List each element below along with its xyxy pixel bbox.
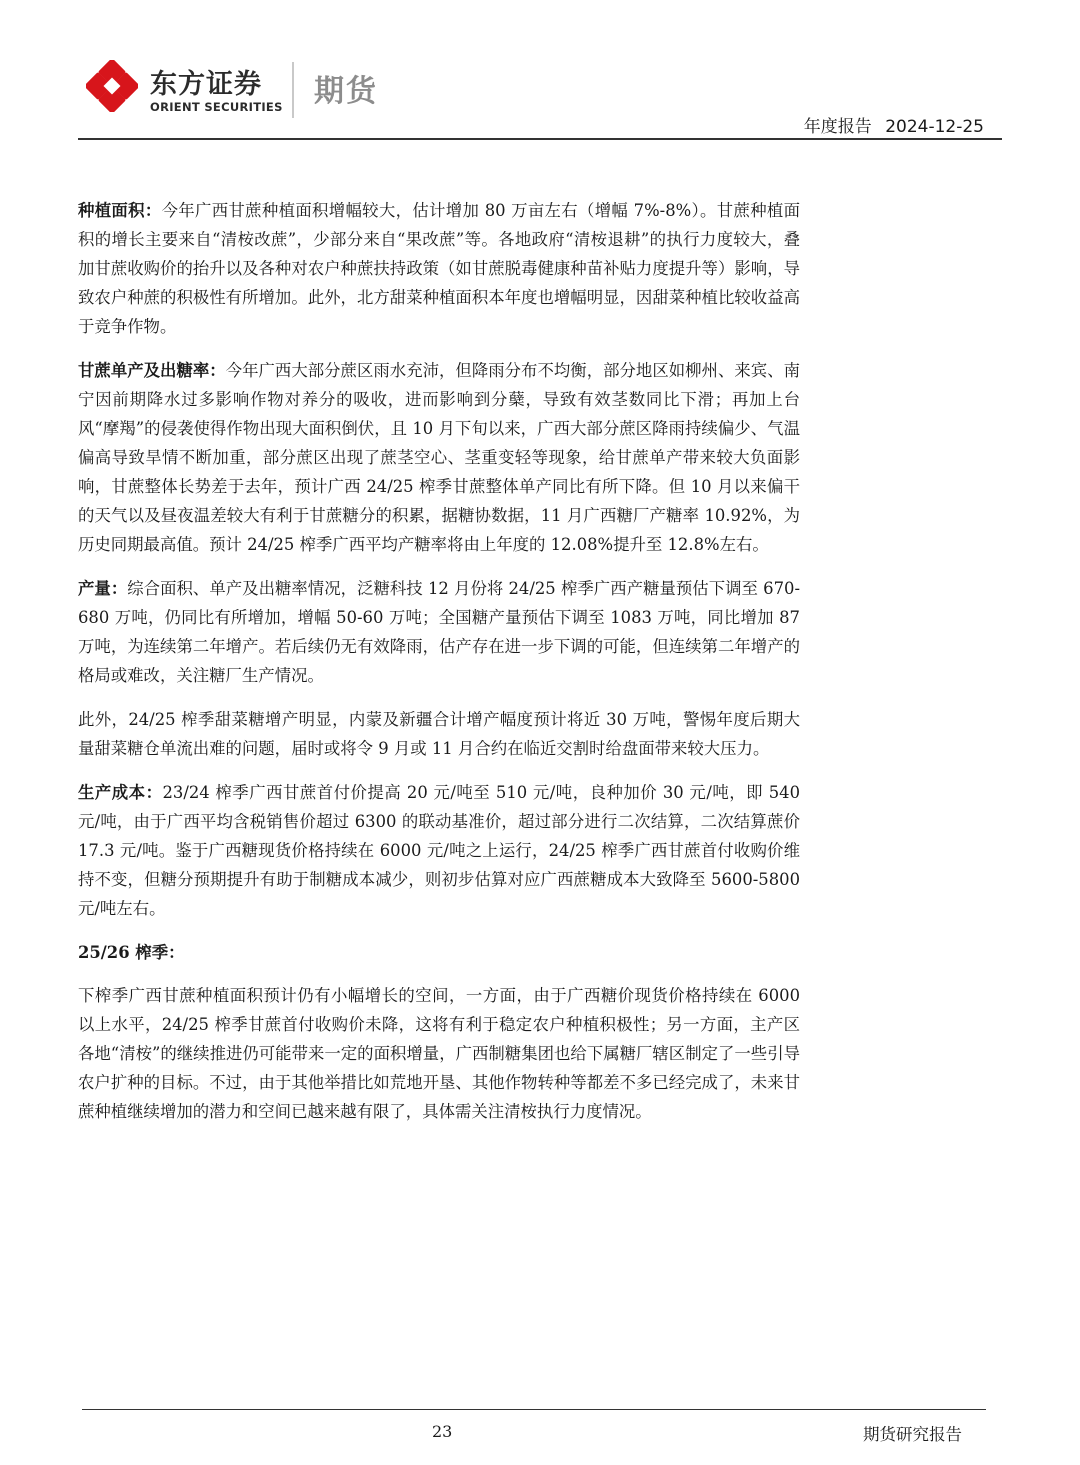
paragraph-text: 此外，24/25 榨季甜菜糖增产明显，内蒙及新疆合计增产幅度预计将近 30 万吨，警惕年度后期大量甜菜糖仓单流出难的问题，届时或将令 9 月或 11 月合约在临近交割时给盘面带来较大压力。 xyxy=(78,710,800,758)
paragraph-beet-sugar xyxy=(78,705,800,763)
page-number: 23 xyxy=(432,1422,453,1441)
header-rule xyxy=(78,138,1002,140)
paragraph-production-cost xyxy=(78,778,800,923)
paragraph-text: 23/24 榨季广西甘蔗首付价提高 20 元/吨至 510 元/吨，良种加价 30 元/吨，即 540 元/吨，由于广西平均含税销售价超过 6300 的联动基准价，超过部分进行二次结算，二次结算蔗价 17.3 元/吨。鉴于广西糖现货价格持续在 6000 元/吨之上运行，24/25 榨季广西甘蔗首付收购价维持不变，但糖分预期提升有助于制糖成本减少，则初步估算对应广西蔗糖成本大致降至 5600-5800 元/吨左右。 xyxy=(78,783,801,918)
main-content xyxy=(78,196,800,1141)
logo-company-name: 东方证券 xyxy=(150,69,262,100)
paragraph-text: 今年广西大部分蔗区雨水充沛，但降雨分布不均衡，部分地区如柳州、来宾、南宁因前期降水过多影响作物对养分的吸收，进而影响到分蘖，导致有效茎数同比下滑；再加上台风“摩羯”的侵袭使得作物出现大面积倒伏，且 10 月下旬以来，广西大部分蔗区降雨持续偏少、气温偏高导致旱情不断加重，部分蔗区出现了蔗茎空心、茎重变轻等现象，给甘蔗单产带来较大负面影响，甘蔗整体长势差于去年，预计广西 24/25 榨季甘蔗整体单产同比有所下降。但 10 月以来偏干的天气以及昼夜温差较大有利于甘蔗糖分的积累，据糖协数据，11 月广西糖厂产糖率 10.92%，为历史同期最高值。预计 24/25 榨季广西平均产糖率将由上年度的 12.08%提升至 12.8%左右。 xyxy=(78,361,800,554)
division-label: 期货 xyxy=(314,74,378,109)
paragraph-lead: 产量： xyxy=(78,579,128,598)
paragraph-lead: 生产成本： xyxy=(78,783,163,802)
logo-divider xyxy=(292,62,294,118)
report-info xyxy=(804,112,984,137)
paragraph-planting-area xyxy=(78,196,800,341)
paragraph-lead: 种植面积： xyxy=(78,201,162,220)
report-type: 年度报告 xyxy=(803,117,872,137)
paragraph-text: 综合面积、单产及出糖率情况，泛糖科技 12 月份将 24/25 榨季广西产糖量预估下调至 670-680 万吨，仍同比有所增加，增幅 50-60 万吨；全国糖产量预估下调至 1083 万吨，同比增加 87 万吨，为连续第二年增产。若后续仍无有效降雨，估产存在进一步下调的可能，但连续第二年增产的格局或难改，关注糖厂生产情况。 xyxy=(78,579,801,685)
footer-rule xyxy=(82,1409,986,1410)
paragraph-yield-sugar-rate xyxy=(78,356,800,559)
paragraph-output xyxy=(78,574,800,690)
paragraph-next-season: 下榨季广西甘蔗种植面积预计仍有小幅增长的空间，一方面，由于广西糖价现货价格持续在 6000 以上水平，24/25 榨季甘蔗首付收购价未降，这将有利于稳定农户种植积极性；另一方面，主产区各地“清桉”的继续推进仍可能带来一定的面积增量，广西制糖集团也给下属糖厂辖区制定了一些引导农户扩种的目标。不过，由于其他举措比如荒地开垦、其他作物转种等都差不多已经完成了，未来甘蔗种植继续增加的潜力和空间已越来越有限了，具体需关注清桉执行力度情况。 xyxy=(78,986,800,1121)
footer-label: 期货研究报告 xyxy=(863,1425,962,1444)
paragraph-text: 今年广西甘蔗种植面积增幅较大，估计增加 80 万亩左右（增幅 7%-8%）。甘蔗种植面积的增长主要来自“清桉改蔗”，少部分来自“果改蔗”等。各地政府“清桉退耕”的执行力度较大，叠加甘蔗收购价的抬升以及各种对农户种蔗扶持政策（如甘蔗脱毒健康种苗补贴力度提升等）影响，导致农户种蔗的积极性有所增加。此外，北方甜菜种植面积本年度也增幅明显，因甜菜种植比较收益高于竞争作物。 xyxy=(78,201,801,336)
orient-logo-icon xyxy=(86,60,138,112)
report-date: 2024-12-25 xyxy=(885,117,984,137)
section-heading: 25/26 榨季： xyxy=(78,943,185,962)
logo-company-name-en: ORIENT SECURITIES xyxy=(150,100,283,114)
paragraph-lead: 甘蔗单产及出糖率： xyxy=(78,361,226,380)
page-header xyxy=(78,56,1002,140)
